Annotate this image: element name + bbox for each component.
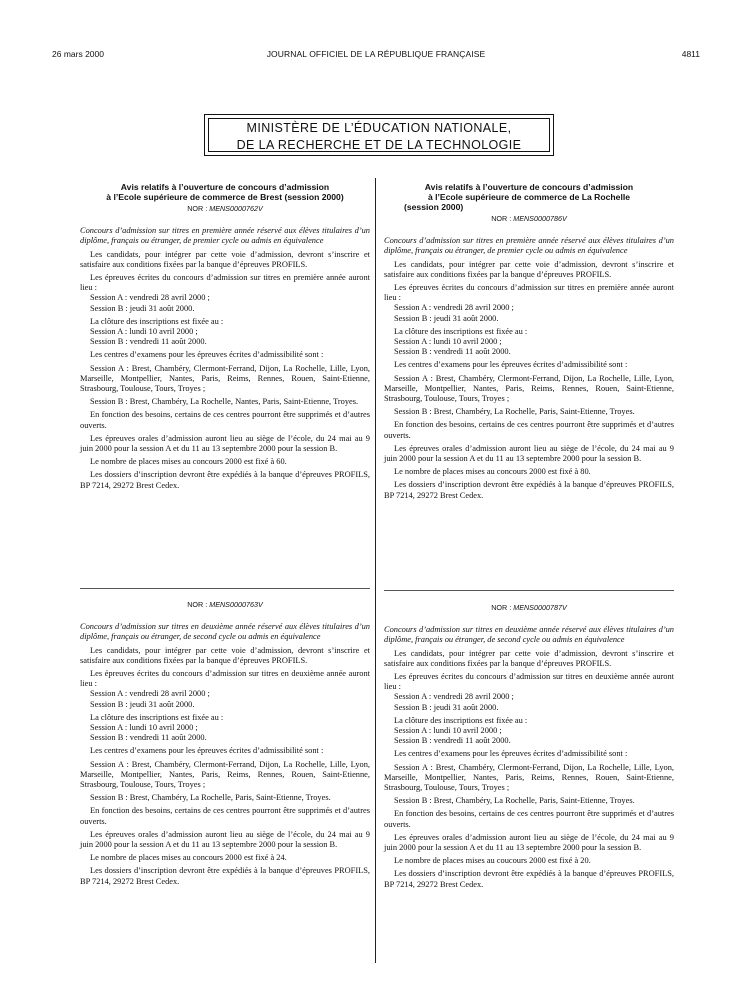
paragraph: En fonction des besoins, certains de ces centres pourront être supprimés et d’autres ouverts.: [384, 809, 674, 829]
paragraph: Les centres d’examens pour les épreuves écrites d’admissibilité sont :: [90, 350, 324, 360]
paragraph: Session A : Brest, Chambéry, Clermont-Ferrand, Dijon, La Rochelle, Lille, Lyon, Marseille, Montpellier, Nantes, Paris, Reims, Rennes, Rouen, Saint-Etienne, Strasbourg, Toulouse, Tours, Troyes ;: [384, 373, 674, 404]
paragraph: Les épreuves écrites du concours d’admission sur titres en deuxième année auront lieu :: [80, 669, 370, 689]
paragraph: La clôture des inscriptions est fixée au :: [90, 316, 224, 326]
nor-reference: [384, 214, 674, 224]
session-line: Session A : lundi 10 avril 2000 ;: [90, 327, 198, 337]
session-line: Session B : vendredi 11 août 2000.: [90, 733, 207, 743]
session-line: Session B : vendredi 11 août 2000.: [394, 347, 511, 357]
paragraph: En fonction des besoins, certains de ces centres pourront être supprimés et d’autres ouverts.: [384, 420, 674, 440]
notice-title-line-1: Avis relatifs à l’ouverture de concours d’admission: [120, 182, 330, 192]
paragraph: Les dossiers d’inscription devront être expédiés à la banque d’épreuves PROFILS, BP 7214, 29272 Brest Cedex.: [80, 470, 370, 490]
paragraph: Le nombre de places mises au concours 2000 est fixé à 60.: [90, 457, 287, 467]
ministry-box: [204, 114, 554, 156]
ministry-line-2: DE LA RECHERCHE ET DE LA TECHNOLOGIE: [236, 138, 522, 152]
session-line: Session A : vendredi 28 avril 2000 ;: [394, 303, 514, 313]
concours-heading: Concours d’admission sur titres en deuxième année réservé aux élèves titulaires d’un diplôme, français ou étranger, de second cycle ou admis en équivalence: [384, 625, 674, 645]
left-notice-brest-2: [80, 598, 370, 887]
session-line: Session B : vendredi 11 août 2000.: [394, 736, 511, 746]
paragraph: Session A : Brest, Chambéry, Clermont-Ferrand, Dijon, La Rochelle, Lille, Lyon, Marseille, Montpellier, Nantes, Paris, Reims, Rennes, Rouen, Saint-Etienne, Strasbourg, Toulouse, Tours, Troyes ;: [80, 363, 370, 394]
paragraph: Session A : Brest, Chambéry, Clermont-Ferrand, Dijon, La Rochelle, Lille, Lyon, Marseille, Montpellier, Nantes, Paris, Reims, Rennes, Rouen, Saint-Etienne, Strasbourg, Toulouse, Tours, Troyes ;: [384, 762, 674, 793]
paragraph: Le nombre de places mises au concours 2000 est fixé à 80.: [394, 467, 591, 477]
paragraph: Les épreuves écrites du concours d’admission sur titres en première année auront lieu :: [80, 273, 370, 293]
nor-reference: [80, 600, 370, 610]
session-line: Session B : jeudi 31 août 2000.: [90, 303, 195, 313]
paragraph: Les candidats, pour intégrer par cette voie d’admission, devront s’inscrire et satisfaire aux conditions fixées par la banque d’épreuves PROFILS.: [384, 259, 674, 279]
paragraph: Le nombre de places mises au coucours 2000 est fixé à 20.: [394, 856, 591, 866]
nor-code: MENS0000763V: [209, 600, 263, 609]
paragraph: Les épreuves orales d’admission auront lieu au siège de l’école, du 24 mai au 9 juin 2000 pour la session A et du 11 au 13 septembre 2000 pour la session B.: [80, 829, 370, 850]
paragraph: Les épreuves écrites du concours d’admission sur titres en deuxième année auront lieu :: [384, 672, 674, 692]
paragraph: Les centres d’examens pour les épreuves écrites d’admissibilité sont :: [394, 360, 628, 370]
header-journal-title: JOURNAL OFFICIEL DE LA RÉPUBLIQUE FRANÇAISE: [266, 49, 486, 59]
notice-title: [384, 182, 674, 212]
session-line: Session A : vendredi 28 avril 2000 ;: [394, 692, 514, 702]
session-line: Session A : lundi 10 avril 2000 ;: [90, 723, 198, 733]
paragraph: La clôture des inscriptions est fixée au :: [90, 712, 224, 722]
right-notice-larochelle-1: [384, 182, 674, 501]
notice-title-line-2: à l’Ecole supérieure de commerce de La Rochelle: [427, 192, 631, 202]
paragraph: Les épreuves orales d’admission auront lieu au siège de l’école, du 24 mai au 9 juin 2000 pour la session A et du 11 au 13 septembre 2000 pour la session B.: [384, 832, 674, 853]
session-line: Session A : vendredi 28 avril 2000 ;: [90, 293, 210, 303]
page-header: [52, 49, 700, 61]
paragraph: Les centres d’examens pour les épreuves écrites d’admissibilité sont :: [394, 749, 628, 759]
paragraph: Session B : Brest, Chambéry, La Rochelle, Paris, Saint-Etienne, Troyes.: [90, 793, 331, 803]
nor-label: NOR :: [491, 214, 514, 223]
concours-heading: Concours d’admission sur titres en deuxième année réservé aux élèves titulaires d’un diplôme, français ou étranger, de second cycle ou admis en équivalence: [80, 622, 370, 642]
session-line: Session A : vendredi 28 avril 2000 ;: [90, 689, 210, 699]
session-line: Session A : lundi 10 avril 2000 ;: [394, 726, 502, 736]
session-line: Session A : lundi 10 avril 2000 ;: [394, 337, 502, 347]
left-notice-brest-1: [80, 182, 370, 491]
session-line: Session B : jeudi 31 août 2000.: [394, 313, 499, 323]
nor-reference: [80, 204, 370, 214]
paragraph: Les candidats, pour intégrer par cette voie d’admission, devront s’inscrire et satisfaire aux conditions fixées par la banque d’épreuves PROFILS.: [80, 645, 370, 665]
notice-title-line-1: Avis relatifs à l’ouverture de concours d’admission: [424, 182, 634, 192]
nor-code: MENS0000786V: [513, 214, 567, 223]
nor-code: MENS0000787V: [513, 603, 567, 612]
paragraph: Les candidats, pour intégrer par cette voie d’admission, devront s’inscrire et satisfaire aux conditions fixées par la banque d’épreuves PROFILS.: [384, 648, 674, 668]
paragraph: Les épreuves orales d’admission auront lieu au siège de l’école, du 24 mai au 9 juin 2000 pour la session A et du 11 au 13 septembre 2000 pour la session B.: [384, 443, 674, 464]
nor-label: NOR :: [187, 204, 210, 213]
paragraph: Session B : Brest, Chambéry, La Rochelle, Paris, Saint-Etienne, Troyes.: [394, 407, 635, 417]
paragraph: Les dossiers d’inscription devront être expédiés à la banque d’épreuves PROFILS, BP 7214, 29272 Brest Cedex.: [80, 866, 370, 886]
column-divider: [375, 178, 376, 963]
paragraph: Le nombre de places mises au concours 2000 est fixé à 24.: [90, 853, 287, 863]
concours-heading: Concours d’admission sur titres en première année réservé aux élèves titulaires d’un diplôme, français ou étranger, de premier cycle ou admis en équivalence: [384, 236, 674, 256]
paragraph: Les épreuves orales d’admission auront lieu au siège de l’école, du 24 mai au 9 juin 2000 pour la session A et du 11 au 13 septembre 2000 pour la session B.: [80, 433, 370, 454]
notice-title-line-3: (session 2000): [404, 202, 464, 212]
paragraph: Les épreuves écrites du concours d’admission sur titres en première année auront lieu :: [384, 283, 674, 303]
ministry-inner-frame: [208, 118, 550, 152]
section-divider-left: [80, 588, 370, 589]
paragraph: La clôture des inscriptions est fixée au :: [394, 715, 528, 725]
right-notice-larochelle-2: [384, 601, 674, 890]
paragraph: Les dossiers d’inscription devront être expédiés à la banque d’épreuves PROFILS, BP 7214, 29272 Brest Cedex.: [384, 869, 674, 889]
paragraph: En fonction des besoins, certains de ces centres pourront être supprimés et d’autres ouverts.: [80, 410, 370, 430]
header-date: 26 mars 2000: [52, 49, 104, 59]
paragraph: Session B : Brest, Chambéry, La Rochelle, Paris, Saint-Etienne, Troyes.: [394, 796, 635, 806]
paragraph: Les centres d’examens pour les épreuves écrites d’admissibilité sont :: [90, 746, 324, 756]
session-line: Session B : jeudi 31 août 2000.: [394, 702, 499, 712]
session-line: Session B : vendredi 11 août 2000.: [90, 337, 207, 347]
paragraph: La clôture des inscriptions est fixée au :: [394, 326, 528, 336]
notice-title: [80, 182, 370, 202]
nor-code: MENS0000762V: [209, 204, 263, 213]
paragraph: En fonction des besoins, certains de ces centres pourront être supprimés et d’autres ouverts.: [80, 806, 370, 826]
paragraph: Session A : Brest, Chambéry, Clermont-Ferrand, Dijon, La Rochelle, Lille, Lyon, Marseille, Montpellier, Nantes, Paris, Reims, Rennes, Rouen, Saint-Etienne, Strasbourg, Toulouse, Tours, Troyes ;: [80, 759, 370, 790]
notice-title-line-2: à l’Ecole supérieure de commerce de Brest (session 2000): [106, 192, 344, 202]
concours-heading: Concours d’admission sur titres en première année réservé aux élèves titulaires d’un diplôme, français ou étranger, de premier cycle ou admis en équivalence: [80, 226, 370, 246]
nor-reference: [384, 603, 674, 613]
session-line: Session B : jeudi 31 août 2000.: [90, 699, 195, 709]
nor-label: NOR :: [187, 600, 210, 609]
section-divider-right: [384, 590, 674, 591]
paragraph: Les dossiers d’inscription devront être expédiés à la banque d’épreuves PROFILS, BP 7214, 29272 Brest Cedex.: [384, 480, 674, 500]
ministry-line-1: MINISTÈRE DE L’ÉDUCATION NATIONALE,: [246, 121, 512, 135]
nor-label: NOR :: [491, 603, 514, 612]
paragraph: Les candidats, pour intégrer par cette voie d’admission, devront s’inscrire et satisfaire aux conditions fixées par la banque d’épreuves PROFILS.: [80, 249, 370, 269]
header-page-number: 4811: [681, 49, 700, 59]
paragraph: Session B : Brest, Chambéry, La Rochelle, Nantes, Paris, Saint-Etienne, Troyes.: [90, 397, 359, 407]
